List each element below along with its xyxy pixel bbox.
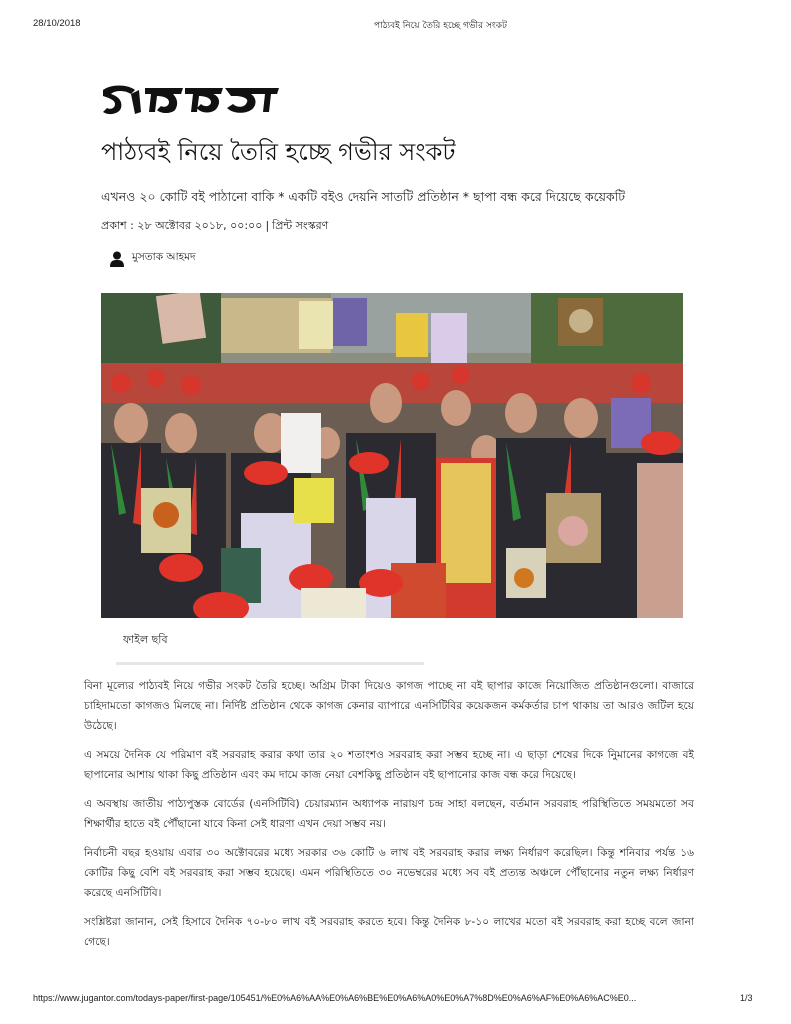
published-date: প্রকাশ : ২৮ অক্টোবর ২০১৮, ০০:০০ [101,219,263,232]
publication-logo[interactable] [101,78,691,118]
photo-crowd-image [101,293,683,618]
page-url[interactable]: https://www.jugantor.com/todays-paper/first-page/105451/%E0%A6%AA%E0%A6%BE%E0%A6%A0%E0%A7%8D%E0%A6%AF%E0%A6%AC%E0... [33,993,637,1003]
article-photo[interactable] [101,293,683,618]
article-container [84,78,694,948]
print-page-title: পাঠ্যবই নিয়ে তৈরি হচ্ছে গভীর সংকট [374,21,507,31]
jugantor-logo-icon [101,82,281,118]
paragraph: বিনা মূল্যের পাঠ্যবই নিয়ে গভীর সংকট তৈরি হচ্ছে। অগ্রিম টাকা দিয়েও কাগজ পাচ্ছে না বই ছাপার কাজে নিয়োজিত প্রতিষ্ঠানগুলো। বাজারে চাহিদামতো কাগজও মিলছে না। নির্দিষ্ট প্রতিষ্ঠান থেকে কাগজ কেনার ব্যাপারে এনসিটিবির কয়েকজন কর্মকর্তার চাপ থাকায় তা আরও জটিল হয়ে উঠেছে। [84,680,694,732]
photo-caption: ফাইল ছবি [123,633,168,646]
print-date: 28/10/2018 [33,18,81,29]
page-indicator: 1/3 [740,993,753,1003]
author-byline[interactable] [101,250,691,267]
article-meta [101,218,691,234]
edition-label: প্রিন্ট সংস্করণ [272,219,329,232]
paragraph: এ অবস্থায় জাতীয় পাঠ্যপুস্তক বোর্ডের (এনসিটিবি) চেয়ারম্যান অধ্যাপক নারায়ণ চন্দ্র সাহা বলছেন, বর্তমান সরবরাহ পরিস্থিতিতে সময়মতো সব শিক্ষার্থীর হাতে বই পৌঁছানো যাবে কিনা সেই ধারণা এখন দেয়া সম্ভব নয়। [84,798,694,830]
article-headline: পাঠ্যবই নিয়ে তৈরি হচ্ছে গভীর সংকট [101,138,456,166]
paragraph: নির্বাচনী বছর হওয়ায় এবার ৩০ অক্টোবরের মধ্যে সরকার ৩৬ কোটি ৬ লাখ বই সরবরাহ করার লক্ষ্য নির্ধারণ করেছিল। কিন্তু শনিবার পর্যন্ত ১৬ কোটির কিছু বেশি বই সরবরাহ করা সম্ভব হয়েছে। এমন পরিস্থিতিতে ৩০ নভেম্বরের মধ্যে সব বই প্রত্যন্ত অঞ্চলে পৌঁছানোর নতুন লক্ষ্য নির্ধারণ করেছে এনসিটিবি। [84,847,694,899]
print-header [0,18,791,34]
paragraph: এ সময়ে দৈনিক যে পরিমাণ বই সরবরাহ করার কথা তার ২০ শতাংশও সরবরাহ করা সম্ভব হচ্ছে না। এ ছাড়া শেষের দিকে নিুমানের কাগজে বই ছাপানোর আশায় থাকা কিছু প্রতিষ্ঠান এবং কম দামে কাজ নেয়া বেশকিছু প্রতিষ্ঠান বই ছাপানোর কাজ বন্ধ করে দিয়েছে। [84,749,694,781]
paragraph: সংশ্লিষ্টরা জানান, সেই হিসাবে দৈনিক ৭০-৮০ লাখ বই সরবরাহ করতে হবে। কিন্তু দৈনিক ৮-১০ লাখের মতো বই সরবরাহ করা হচ্ছে বলে জানা গেছে। [84,916,694,948]
article-body [84,676,694,961]
meta-separator: | [265,219,270,232]
caption-divider [116,662,424,665]
article-subhead: এখনও ২০ কোটি বই পাঠানো বাকি * একটি বইও দেয়নি সাতটি প্রতিষ্ঠান * ছাপা বন্ধ করে দিয়েছে কয়েকটি [101,189,626,204]
user-icon [110,251,124,267]
author-name: মুসতাক আহমদ [132,251,196,263]
